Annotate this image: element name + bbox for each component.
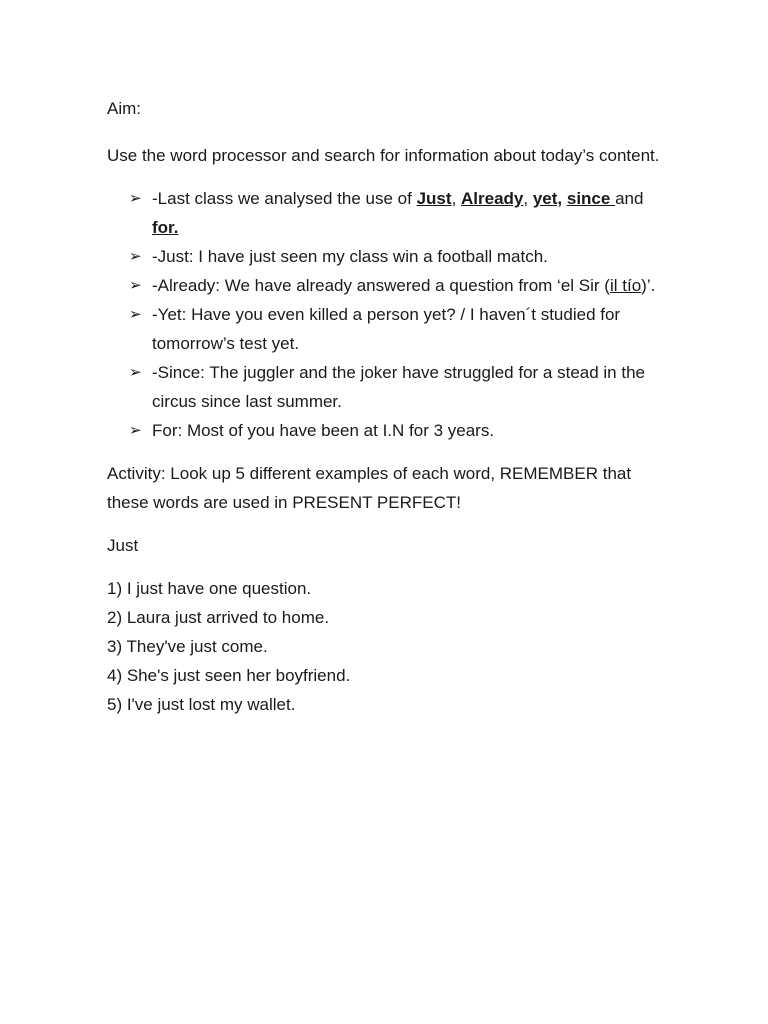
- arrow-bullet-icon: ➢: [129, 364, 142, 381]
- bullet-item-already: [129, 271, 668, 300]
- bullet-item-yet: [129, 300, 668, 358]
- bullet-item-last-class: [129, 184, 668, 242]
- separator: ,: [451, 189, 462, 208]
- bullet-text-end: )’.: [641, 276, 656, 295]
- underlined-phrase: il tío: [609, 276, 642, 295]
- conjunction: and: [615, 189, 644, 208]
- keyword-since: since: [566, 189, 616, 208]
- bullet-item-just: [129, 242, 668, 271]
- bullet-list: [107, 184, 668, 445]
- arrow-bullet-icon: ➢: [129, 277, 142, 294]
- bullet-text: -Yet: Have you even killed a person yet? / I haven´t studied for tomorrow’s test yet.: [152, 305, 621, 353]
- arrow-bullet-icon: ➢: [129, 422, 142, 439]
- keyword-yet: yet,: [532, 189, 563, 208]
- aim-label: Aim:: [107, 99, 141, 118]
- keyword-just: Just: [416, 189, 452, 208]
- bullet-text: -Just: I have just seen my class win a football match.: [152, 247, 548, 266]
- intro-paragraph: Use the word processor and search for information about today’s content.: [107, 146, 660, 165]
- bullet-item-since: [129, 358, 668, 416]
- arrow-bullet-icon: ➢: [129, 190, 142, 207]
- arrow-bullet-icon: ➢: [129, 248, 142, 265]
- examples-list: [107, 574, 668, 719]
- example-item: 3) They've just come.: [107, 637, 268, 656]
- bullet-text: -Already: We have already answered a question from ‘el Sir (: [152, 276, 610, 295]
- bullet-item-for: [129, 416, 668, 445]
- keyword-for: for.: [152, 218, 179, 237]
- section-title-just: Just: [107, 536, 139, 555]
- activity-paragraph: Activity: Look up 5 different examples of each word, REMEMBER that these words are used in PRESENT PERFECT!: [107, 464, 632, 512]
- example-item: 4) She's just seen her boyfriend.: [107, 666, 351, 685]
- example-item: 5) I've just lost my wallet.: [107, 695, 296, 714]
- bullet-text: -Last class we analysed the use of: [152, 189, 417, 208]
- arrow-bullet-icon: ➢: [129, 306, 142, 323]
- separator: ,: [523, 189, 533, 208]
- keyword-already: Already: [461, 189, 524, 208]
- example-item: 1) I just have one question.: [107, 579, 312, 598]
- example-item: 2) Laura just arrived to home.: [107, 608, 330, 627]
- bullet-text: -Since: The juggler and the joker have struggled for a stead in the circus since last summer.: [152, 363, 645, 411]
- bullet-text: For: Most of you have been at I.N for 3 years.: [152, 421, 495, 440]
